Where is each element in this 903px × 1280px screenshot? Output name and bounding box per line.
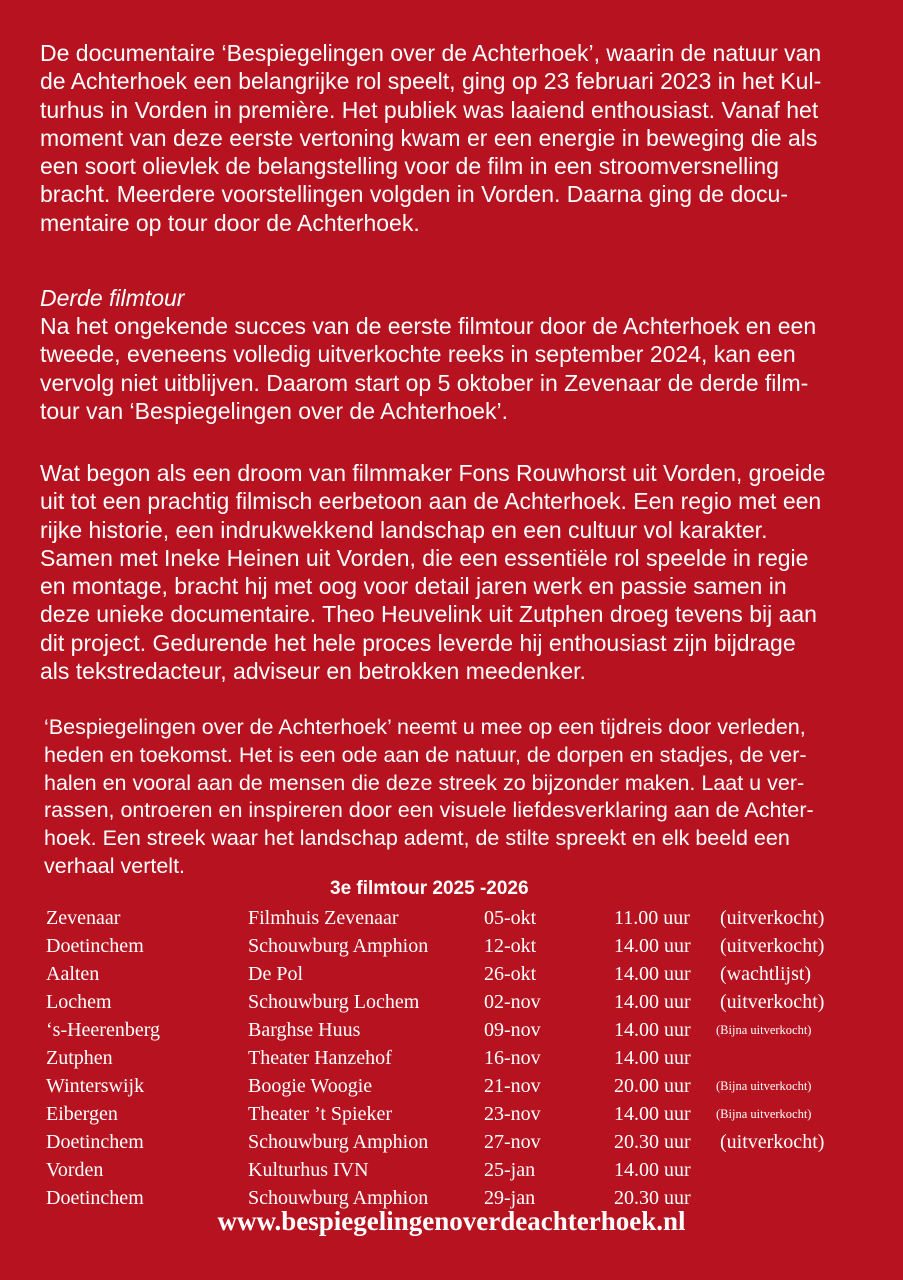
text-line: een soort olievlek de belangstelling voor de film in een stroomversnelling (40, 153, 779, 180)
text-line: dit project. Gedurende het hele proces leverde hij enthousiast zijn bijdrage (40, 629, 796, 656)
website-link[interactable]: www.bespiegelingenoverdeachterhoek.nl (217, 1206, 686, 1236)
text-line: Na het ongekende succes van de eerste filmtour door de Achterhoek en een (40, 313, 817, 339)
text-line: halen en vooral aan de mensen die deze streek zo bijzonder maken. Laat u ver- (44, 770, 805, 795)
schedule-venue: Schouwburg Amphion (248, 1131, 429, 1153)
text-line: tour van ‘Bespiegelingen over de Achterhoek’. (40, 397, 508, 424)
schedule-time: 14.00 uur (614, 1047, 691, 1069)
text-line: hoek. Een streek waar het landschap ademt, de stilte spreekt en elk beeld een (44, 826, 790, 851)
schedule-time: 14.00 uur (614, 935, 691, 957)
text-line: tweede, eveneens volledig uitverkochte reeks in september 2024, kan een (40, 341, 796, 368)
schedule-row (46, 1072, 886, 1100)
text-line: heden en toekomst. Het is een ode aan de natuur, de dorpen en stadjes, de ver- (44, 742, 807, 767)
schedule-row (46, 932, 886, 960)
schedule-time: 14.00 uur (614, 963, 691, 985)
schedule-time: 14.00 uur (614, 1159, 691, 1181)
schedule-time: 20.30 uur (614, 1131, 691, 1153)
schedule-date: 29-jan (484, 1187, 536, 1209)
schedule-venue: Filmhuis Zevenaar (248, 907, 399, 929)
schedule-place: Doetinchem (46, 935, 144, 957)
text-line: turhus in Vorden in première. Het publiek was laaiend enthousiast. Vanaf het (40, 96, 819, 123)
schedule-venue: Schouwburg Amphion (248, 1187, 429, 1209)
text-line: de Achterhoek een belangrijke rol speelt, ging op 23 februari 2023 in het Kul- (40, 68, 822, 95)
schedule-place: Vorden (46, 1159, 104, 1181)
schedule-row (46, 1100, 886, 1128)
schedule-place: Zevenaar (46, 907, 121, 929)
text-line: vervolg niet uitblijven. Daarom start op 5 oktober in Zevenaar de derde film- (40, 369, 809, 396)
schedule-place: ‘s-Heerenberg (46, 1019, 161, 1041)
schedule-row (46, 960, 886, 988)
schedule-time: 20.30 uur (614, 1187, 691, 1209)
schedule-venue: Barghse Huus (248, 1019, 361, 1041)
schedule-status: (wachtlijst) (720, 963, 812, 985)
schedule-date: 21-nov (484, 1075, 541, 1097)
schedule-status: (uitverkocht) (720, 935, 825, 957)
schedule-row (46, 1044, 886, 1072)
text-line: Samen met Ineke Heinen uit Vorden, die een essentiële rol speelde in regie (40, 544, 809, 571)
text-line: en montage, bracht hij met oog voor detail jaren werk en passie samen in (40, 573, 787, 600)
schedule-date: 26-okt (484, 963, 537, 985)
schedule-venue: Kulturhus IVN (248, 1159, 369, 1181)
text-line: mentaire op tour door de Achterhoek. (40, 209, 420, 236)
schedule-date: 05-okt (484, 907, 537, 929)
schedule-venue: Theater ’t Spieker (248, 1103, 393, 1125)
text-line: deze unieke documentaire. Theo Heuvelink uit Zutphen droeg tevens bij aan (40, 601, 817, 628)
schedule-time: 14.00 uur (614, 1103, 691, 1125)
schedule-status: (Bijna uitverkocht) (716, 1079, 812, 1093)
text-line: bracht. Meerdere voorstellingen volgden in Vorden. Daarna ging de docu- (40, 181, 788, 208)
text-line: als tekstredacteur, adviseur en betrokken meedenker. (40, 658, 586, 685)
schedule-status: (uitverkocht) (720, 907, 825, 929)
text-line: verhaal vertelt. (44, 853, 186, 878)
text-line: uit tot een prachtig filmisch eerbetoon aan de Achterhoek. Een regio met een (40, 488, 822, 515)
schedule-status: (Bijna uitverkocht) (716, 1023, 812, 1037)
schedule-time: 14.00 uur (614, 991, 691, 1013)
schedule-status: (uitverkocht) (720, 1131, 825, 1153)
schedule-row (46, 1128, 886, 1156)
schedule-status: (Bijna uitverkocht) (716, 1107, 812, 1121)
tour-title: 3e filmtour 2025 -2026 (330, 878, 529, 899)
text-line: rassen, ontroeren en inspireren door een visuele liefdesverklaring aan de Achter- (44, 798, 814, 823)
text-line: ‘Bespiegelingen over de Achterhoek’ neemt u mee op een tijdreis door verleden, (44, 715, 806, 739)
closing-paragraph (44, 714, 874, 881)
schedule-venue: De Pol (248, 963, 303, 985)
schedule-table (46, 904, 886, 1212)
schedule-date: 25-jan (484, 1159, 536, 1181)
schedule-date: 27-nov (484, 1131, 541, 1153)
schedule-row (46, 988, 886, 1016)
intro-paragraph (40, 39, 870, 237)
schedule-venue: Theater Hanzehof (248, 1047, 392, 1069)
schedule-place: Doetinchem (46, 1187, 144, 1209)
schedule-venue: Schouwburg Lochem (248, 991, 420, 1013)
schedule-date: 02-nov (484, 991, 541, 1013)
schedule-place: Zutphen (46, 1047, 113, 1069)
section-heading: Derde filmtour (40, 285, 185, 311)
schedule-row (46, 1156, 886, 1184)
schedule-date: 23-nov (484, 1103, 541, 1125)
schedule-place: Eibergen (46, 1103, 118, 1125)
schedule-venue: Boogie Woogie (248, 1075, 373, 1097)
schedule-place: Aalten (46, 963, 100, 985)
schedule-date: 12-okt (484, 935, 537, 957)
schedule-date: 16-nov (484, 1047, 541, 1069)
schedule-date: 09-nov (484, 1019, 541, 1041)
text-line: moment van deze eerste vertoning kwam er een energie in beweging die als (40, 124, 818, 151)
schedule-venue: Schouwburg Amphion (248, 935, 429, 957)
makers-paragraph (40, 459, 870, 685)
schedule-row (46, 904, 886, 932)
text-line: Wat begon als een droom van filmmaker Fons Rouwhorst uit Vorden, groeide (40, 460, 826, 486)
schedule-time: 14.00 uur (614, 1019, 691, 1041)
section-paragraph (40, 312, 870, 425)
schedule-place: Lochem (46, 991, 112, 1013)
schedule-place: Winterswijk (46, 1075, 145, 1097)
schedule-time: 11.00 uur (614, 907, 690, 929)
schedule-row (46, 1016, 886, 1044)
schedule-time: 20.00 uur (614, 1075, 691, 1097)
schedule-place: Doetinchem (46, 1131, 144, 1153)
schedule-status: (uitverkocht) (720, 991, 825, 1013)
text-line: rijke historie, een indrukwekkend landschap en een cultuur vol karakter. (40, 516, 768, 543)
text-line: De documentaire ‘Bespiegelingen over de Achterhoek’, waarin de natuur van (40, 40, 822, 66)
